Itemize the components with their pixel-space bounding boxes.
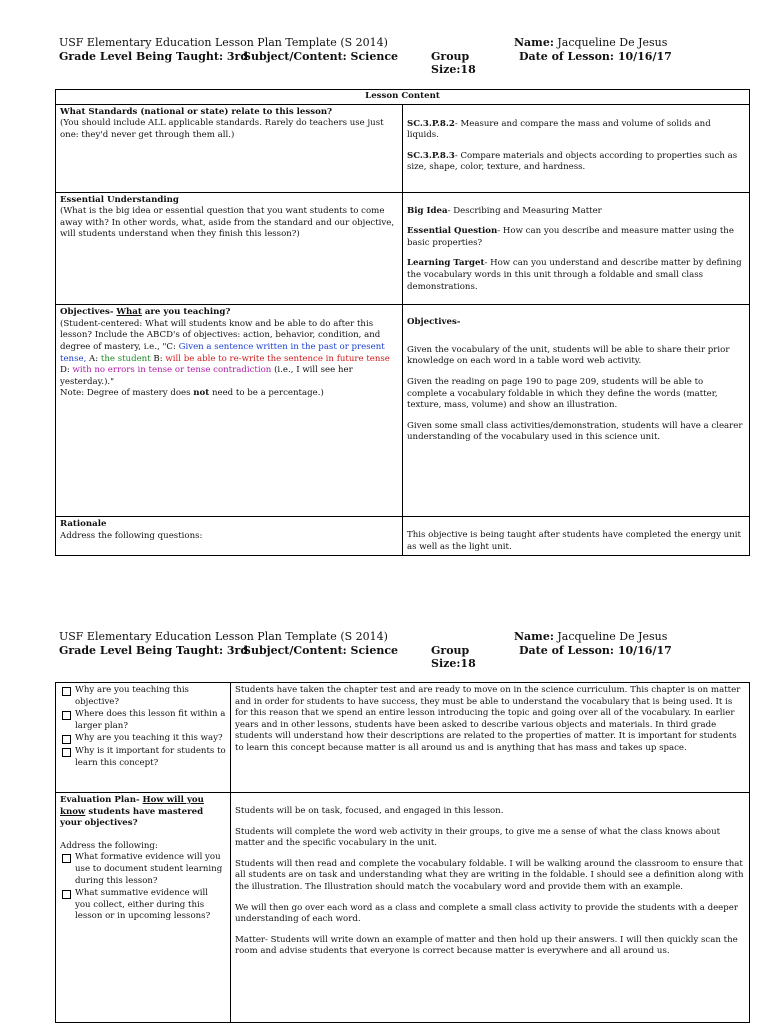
lesson-date: Date of Lesson: 10/16/17 bbox=[519, 50, 672, 63]
mastery-note: Note: Degree of mastery does not need to be a percentage.) bbox=[60, 388, 324, 399]
list-item: Why is it important for students to learn this concept? bbox=[60, 746, 226, 769]
list-item: Why are you teaching this objective? bbox=[60, 685, 226, 708]
checkbox-icon bbox=[62, 735, 71, 744]
rationale-prompt: Address the following questions: bbox=[60, 530, 203, 541]
evaluation-checks bbox=[60, 852, 226, 923]
objective-3: Given some small class activities/demonstration, students will have a clearer understanding of the vocabulary used in this science unit. bbox=[407, 420, 743, 443]
evaluation-p1: Students will be on task, focused, and engaged in this lesson. bbox=[235, 806, 504, 816]
objectives-abcd-note: (Student-centered: What will students know and be able to do after this lesson? Include the ABCD's of objectives: action, behavior, condition, and degree of mastery, i.e., "C: Given a sentence written in the past or present tense, A: the student B: will be able to re-write the sentence in future tense D: with no errors in tense or tense contradiction (i.e., I will see her yesterday.)." bbox=[60, 318, 390, 387]
lesson-date: Date of Lesson: 10/16/17 bbox=[519, 644, 672, 657]
group-size: Group Size:18 bbox=[431, 50, 476, 76]
standards-row bbox=[56, 104, 750, 192]
evaluation-p4: We will then go over each word as a class and complete a small class activity to provide the students with a deeper understanding of each word. bbox=[235, 902, 738, 925]
group-size: Group Size:18 bbox=[431, 644, 476, 670]
rationale-row bbox=[56, 517, 750, 556]
lesson-content-table-continued bbox=[55, 682, 750, 1023]
objectives-question: Objectives- What are you teaching? bbox=[60, 307, 231, 318]
rationale-questions bbox=[60, 685, 226, 769]
lesson-content-table bbox=[55, 89, 750, 556]
rationale-text: This objective is being taught after students have completed the energy unit as well as the light unit. bbox=[407, 530, 741, 552]
big-idea: Big Idea- Describing and Measuring Matter bbox=[407, 205, 602, 216]
table-header: Lesson Content bbox=[56, 90, 750, 105]
essential-heading: Essential Understanding bbox=[60, 194, 179, 205]
teacher-name: Name: Jacqueline De Jesus bbox=[514, 630, 668, 643]
evaluation-p3: Students will then read and complete the vocabulary foldable. I will be walking around the classroom to ensure that all students are on task and understanding what they are writing in the foldable. I should see a definition along with the illustration. The Illustration should match the vocabulary word and provide them with an example. bbox=[235, 858, 744, 892]
checkbox-icon bbox=[62, 748, 71, 757]
rationale-continued-row bbox=[56, 683, 750, 793]
essential-note: (What is the big idea or essential question that you want students to come away with? In other words, what, aside from the standard and our objective, will students understand when they finish this lesson?) bbox=[60, 206, 395, 240]
list-item: What formative evidence will you use to document student learning during this lesson? bbox=[60, 852, 226, 887]
objective-1: Given the vocabulary of the unit, students will be able to share their prior knowledge on each word in a table word web activity. bbox=[407, 344, 730, 367]
template-title: USF Elementary Education Lesson Plan Template (S 2014) bbox=[59, 36, 388, 49]
list-item: Where does this lesson fit within a larger plan? bbox=[60, 709, 226, 732]
standards-note: (You should include ALL applicable standards. Rarely do teachers use just one: they'd never get through them all.) bbox=[60, 118, 384, 140]
standard-1: SC.3.P.8.2- Measure and compare the mass and volume of solids and liquids. bbox=[407, 118, 711, 141]
objectives-title: Objectives- bbox=[407, 317, 461, 328]
standard-2: SC.3.P.8.3- Compare materials and objects according to properties such as size, shape, color, texture, and hardness. bbox=[407, 150, 738, 173]
evaluation-question: Evaluation Plan- How will you know students have mastered your objectives? bbox=[60, 795, 204, 829]
checkbox-icon bbox=[62, 890, 71, 899]
list-item: What summative evidence will you collect, either during this lesson or in upcoming lessons? bbox=[60, 888, 226, 923]
grade-level: Grade Level Being Taught: 3rd bbox=[59, 50, 249, 63]
template-title: USF Elementary Education Lesson Plan Template (S 2014) bbox=[59, 630, 388, 643]
teacher-name: Name: Jacqueline De Jesus bbox=[514, 36, 668, 49]
subject-content: Subject/Content: Science bbox=[243, 50, 399, 63]
list-item: Why are you teaching it this way? bbox=[60, 733, 226, 745]
essential-row bbox=[56, 192, 750, 305]
objectives-row bbox=[56, 305, 750, 517]
checkbox-icon bbox=[62, 687, 71, 696]
rationale-answer: Students have taken the chapter test and are ready to move on in the science curriculum. This chapter is on matter and in order for students to have success, they must be able to understand the vocabulary that is being used. It is for this reason that we spend an entire lesson introducing the topic and going over all of the vocabulary. In earlier years and in other lessons, students have been asked to describe various objects and materials. In third grade students will understand how their descriptions are related to the properties of matter. It is important for students to learn this concept because matter is all around us and is anything that has mass and takes up space. bbox=[235, 685, 741, 753]
address-following: Address the following: bbox=[60, 840, 158, 851]
objective-2: Given the reading on page 190 to page 209, students will be able to complete a vocabulary foldable in which they define the words (matter, texture, mass, volume) and show an illustration. bbox=[407, 376, 718, 411]
evaluation-p5: Matter- Students will write down an example of matter and then hold up their answers. I will then quickly scan the room and advise students that everyone is correct because matter is everywhere and all around us. bbox=[235, 934, 738, 957]
subject-content: Subject/Content: Science bbox=[243, 644, 399, 657]
checkbox-icon bbox=[62, 854, 71, 863]
essential-question: Essential Question- How can you describe and measure matter using the basic properties? bbox=[407, 226, 734, 248]
rationale-heading: Rationale bbox=[60, 519, 107, 530]
grade-level: Grade Level Being Taught: 3rd bbox=[59, 644, 249, 657]
checkbox-icon bbox=[62, 711, 71, 720]
evaluation-row bbox=[56, 793, 750, 1023]
learning-target: Learning Target- How can you understand and describe matter by defining the vocabulary words in this unit through a foldable and small class demonstrations. bbox=[407, 258, 742, 292]
evaluation-p2: Students will complete the word web activity in their groups, to give me a sense of what the class knows about matter and the specific vocabulary in the unit. bbox=[235, 826, 721, 849]
standards-question: What Standards (national or state) relate to this lesson? bbox=[60, 106, 333, 117]
